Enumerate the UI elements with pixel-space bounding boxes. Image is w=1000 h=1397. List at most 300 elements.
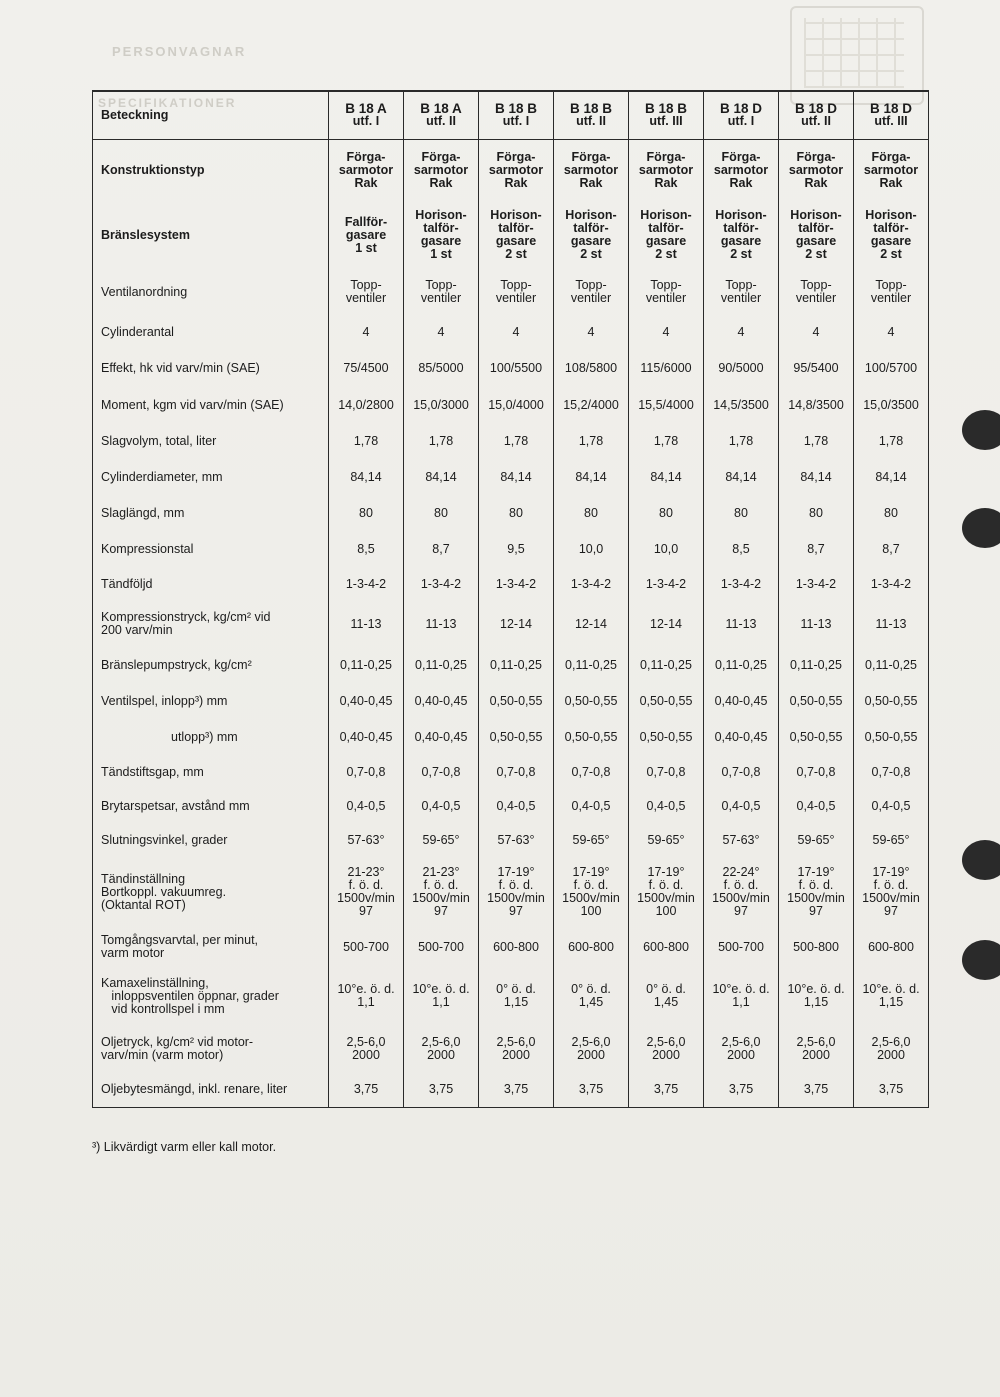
- table-cell: [329, 201, 404, 269]
- cell-line: 4: [887, 324, 895, 339]
- column-header: [554, 91, 629, 139]
- table-cell: [704, 349, 779, 387]
- cell-line: Förga-: [871, 149, 911, 164]
- table-cell: [329, 531, 404, 567]
- column-header: [404, 91, 479, 139]
- table-cell: [704, 269, 779, 315]
- row-label: [93, 567, 329, 601]
- cell-line: 500-800: [793, 939, 839, 954]
- cell-line: 1500v/min: [787, 891, 845, 905]
- cell-line: 0,4-0,5: [571, 798, 611, 813]
- cell-line: 0,7-0,8: [571, 764, 611, 779]
- cell-line: 0,4-0,5: [421, 798, 461, 813]
- table-row: [93, 531, 929, 567]
- cell-line: 0,7-0,8: [346, 764, 386, 779]
- cell-line: 100/5500: [489, 360, 543, 375]
- cell-line: 59-65°: [572, 832, 610, 847]
- cell-line: 500-700: [718, 939, 764, 954]
- row-label: [93, 269, 329, 315]
- table-cell: [779, 823, 854, 857]
- cell-line: 2,5-6,0: [346, 1035, 386, 1049]
- cell-line: 4: [662, 324, 670, 339]
- row-label-line: Bortkoppl. vakuumreg.: [101, 884, 227, 899]
- row-label: [93, 315, 329, 349]
- cell-line: 0,40-0,45: [414, 729, 468, 744]
- table-cell: [854, 967, 929, 1025]
- cell-line: 0,50-0,55: [864, 729, 918, 744]
- cell-line: Topp-: [350, 278, 382, 292]
- cell-line: 12-14: [650, 616, 682, 631]
- table-cell: [479, 967, 554, 1025]
- table-cell: [479, 857, 554, 927]
- table-cell: [629, 1025, 704, 1073]
- cell-line: 2,5-6,0: [871, 1035, 911, 1049]
- cell-line: 108/5800: [564, 360, 618, 375]
- cell-line: 4: [587, 324, 595, 339]
- cell-line: 1500v/min: [412, 891, 470, 905]
- column-model: B 18 A: [345, 101, 387, 117]
- table-cell: [329, 139, 404, 201]
- row-label: [93, 139, 329, 201]
- table-cell: [854, 567, 929, 601]
- cell-line: 80: [509, 505, 523, 520]
- cell-line: 3,75: [653, 1082, 679, 1097]
- table-cell: [329, 647, 404, 683]
- table-row: [93, 201, 929, 269]
- cell-line: 2,5-6,0: [496, 1035, 536, 1049]
- table-cell: [779, 531, 854, 567]
- table-cell: [629, 789, 704, 823]
- table-cell: [404, 967, 479, 1025]
- column-model: B 18 B: [494, 101, 538, 117]
- table-cell: [479, 567, 554, 601]
- table-cell: [629, 139, 704, 201]
- cell-line: Förga-: [646, 149, 686, 164]
- cell-line: sarmotor: [563, 162, 619, 177]
- column-header: [704, 91, 779, 139]
- cell-line: 2 st: [505, 247, 527, 261]
- cell-line: 3,75: [578, 1082, 604, 1097]
- table-row: [93, 269, 929, 315]
- cell-line: 22-24°: [722, 865, 760, 879]
- table-cell: [479, 755, 554, 789]
- table-cell: [479, 601, 554, 647]
- table-cell: [704, 531, 779, 567]
- cell-line: 0,50-0,55: [639, 729, 693, 744]
- cell-line: 17-19°: [572, 865, 610, 879]
- cell-line: 3,75: [353, 1082, 379, 1097]
- table-cell: [704, 315, 779, 349]
- table-cell: [629, 459, 704, 495]
- punch-hole-icon: [962, 508, 1000, 548]
- column-model: B 18 D: [719, 101, 763, 117]
- cell-line: 0,11-0,25: [565, 657, 617, 672]
- cell-line: 1,78: [803, 433, 829, 448]
- cell-line: 0,7-0,8: [871, 764, 911, 779]
- table-cell: [554, 755, 629, 789]
- cell-line: 97: [884, 904, 898, 918]
- table-row: [93, 719, 929, 755]
- cell-line: ventiler: [495, 291, 537, 305]
- table-cell: [329, 1073, 404, 1107]
- cell-line: Rak: [729, 175, 753, 190]
- table-cell: [404, 495, 479, 531]
- table-cell: [479, 1073, 554, 1107]
- cell-line: 2000: [652, 1048, 680, 1062]
- cell-line: 1-3-4-2: [720, 576, 762, 591]
- cell-line: 2,5-6,0: [721, 1035, 761, 1049]
- table-cell: [779, 601, 854, 647]
- cell-line: talför-: [798, 221, 834, 235]
- cell-line: gasare: [495, 234, 537, 248]
- table-cell: [854, 201, 929, 269]
- cell-line: 80: [734, 505, 748, 520]
- cell-line: 2 st: [655, 247, 677, 261]
- row-label-line: utlopp³) mm: [171, 729, 238, 744]
- cell-line: 600-800: [868, 939, 914, 954]
- table-row: [93, 459, 929, 495]
- table-row: [93, 495, 929, 531]
- row-label-line: Kompressionstal: [101, 541, 194, 556]
- table-cell: [329, 387, 404, 423]
- cell-line: 1,78: [728, 433, 754, 448]
- table-cell: [704, 647, 779, 683]
- cell-line: ventiler: [870, 291, 912, 305]
- cell-line: Rak: [654, 175, 678, 190]
- table-cell: [779, 857, 854, 927]
- table-cell: [704, 927, 779, 967]
- table-cell: [629, 1073, 704, 1107]
- row-label-line: Slaglängd, mm: [101, 505, 185, 520]
- row-label-line: Kompressionstryck, kg/cm² vid: [101, 610, 271, 624]
- table-cell: [779, 349, 854, 387]
- cell-line: 80: [659, 505, 673, 520]
- cell-line: Rak: [879, 175, 903, 190]
- cell-line: 97: [734, 904, 748, 918]
- cell-line: f. ö. d.: [798, 878, 834, 892]
- cell-line: 1-3-4-2: [420, 576, 462, 591]
- table-cell: [704, 1073, 779, 1107]
- cell-line: 59-65°: [797, 832, 835, 847]
- cell-line: 1500v/min: [712, 891, 770, 905]
- table-cell: [704, 201, 779, 269]
- cell-line: Förga-: [721, 149, 761, 164]
- cell-line: 0,7-0,8: [496, 764, 536, 779]
- table-cell: [554, 349, 629, 387]
- header-row: [93, 91, 929, 139]
- column-header: [779, 91, 854, 139]
- table-cell: [779, 1025, 854, 1073]
- table-cell: [554, 683, 629, 719]
- cell-line: 8,5: [357, 541, 375, 556]
- cell-line: 10°e. ö. d.: [712, 982, 770, 996]
- cell-line: 84,14: [875, 469, 907, 484]
- table-cell: [404, 789, 479, 823]
- table-cell: [629, 755, 704, 789]
- table-cell: [629, 269, 704, 315]
- cell-line: talför-: [873, 221, 909, 235]
- table-cell: [779, 719, 854, 755]
- row-label-line: Oljetryck, kg/cm² vid motor-: [101, 1035, 254, 1049]
- cell-line: 84,14: [650, 469, 682, 484]
- cell-line: 0,11-0,25: [790, 657, 842, 672]
- cell-line: 1500v/min: [337, 891, 395, 905]
- table-cell: [854, 601, 929, 647]
- cell-line: f. ö. d.: [348, 878, 384, 892]
- cell-line: 2 st: [880, 247, 902, 261]
- cell-line: 80: [884, 505, 898, 520]
- cell-line: 500-700: [418, 939, 464, 954]
- cell-line: 600-800: [643, 939, 689, 954]
- cell-line: 1-3-4-2: [870, 576, 912, 591]
- table-cell: [629, 857, 704, 927]
- cell-line: 0,11-0,25: [640, 657, 692, 672]
- column-model: B 18 B: [569, 101, 613, 117]
- cell-line: 97: [509, 904, 523, 918]
- cell-line: ventiler: [645, 291, 687, 305]
- table-cell: [479, 1025, 554, 1073]
- column-header: [629, 91, 704, 139]
- table-cell: [404, 683, 479, 719]
- cell-line: 0,50-0,55: [564, 729, 618, 744]
- cell-line: Horison-: [490, 208, 542, 222]
- table-cell: [554, 719, 629, 755]
- column-variant: utf. I: [502, 114, 530, 129]
- table-cell: [854, 495, 929, 531]
- cell-line: talför-: [498, 221, 534, 235]
- cell-line: 0,40-0,45: [714, 693, 768, 708]
- cell-line: Topp-: [875, 278, 907, 292]
- table-cell: [404, 755, 479, 789]
- table-cell: [854, 823, 929, 857]
- table-cell: [554, 1073, 629, 1107]
- cell-line: 17-19°: [797, 865, 835, 879]
- cell-line: 57-63°: [497, 832, 535, 847]
- row-label: [93, 201, 329, 269]
- cell-line: 1,1: [732, 995, 750, 1009]
- table-cell: [779, 789, 854, 823]
- cell-line: 3,75: [803, 1082, 829, 1097]
- table-cell: [404, 1025, 479, 1073]
- cell-line: 97: [434, 904, 448, 918]
- cell-line: 8,5: [732, 541, 750, 556]
- cell-line: 84,14: [425, 469, 457, 484]
- row-label: [93, 601, 329, 647]
- table-cell: [704, 423, 779, 459]
- cell-line: 3,75: [503, 1082, 529, 1097]
- cell-line: gasare: [345, 227, 387, 242]
- cell-line: 0,11-0,25: [490, 657, 542, 672]
- table-cell: [704, 755, 779, 789]
- cell-line: 0,4-0,5: [721, 798, 761, 813]
- cell-line: talför-: [423, 221, 459, 235]
- cell-line: 0,7-0,8: [796, 764, 836, 779]
- cell-line: Förga-: [796, 149, 836, 164]
- table-cell: [479, 201, 554, 269]
- cell-line: 1500v/min: [862, 891, 920, 905]
- table-cell: [629, 201, 704, 269]
- row-label: [93, 967, 329, 1025]
- table-cell: [329, 967, 404, 1025]
- cell-line: 15,2/4000: [563, 397, 619, 412]
- row-label-line: Cylinderantal: [101, 324, 174, 339]
- cell-line: 100: [655, 904, 677, 918]
- table-cell: [629, 823, 704, 857]
- table-cell: [629, 423, 704, 459]
- row-label-line: Slutningsvinkel, grader: [101, 832, 228, 847]
- table-cell: [704, 719, 779, 755]
- row-label-line: Moment, kgm vid varv/min (SAE): [101, 397, 284, 412]
- table-cell: [704, 567, 779, 601]
- table-cell: [554, 315, 629, 349]
- cell-line: Topp-: [725, 278, 757, 292]
- cell-line: 0,50-0,55: [789, 693, 843, 708]
- cell-line: 9,5: [507, 541, 525, 556]
- table-cell: [779, 139, 854, 201]
- cell-line: 15,0/3500: [863, 397, 919, 412]
- punch-hole-icon: [962, 410, 1000, 450]
- table-cell: [629, 315, 704, 349]
- table-cell: [779, 567, 854, 601]
- cell-line: 1,78: [428, 433, 454, 448]
- header-label: Beteckning: [93, 91, 329, 139]
- cell-line: 0,40-0,45: [339, 693, 393, 708]
- table-cell: [629, 927, 704, 967]
- cell-line: 0,50-0,55: [564, 693, 618, 708]
- cell-line: gasare: [720, 234, 762, 248]
- cell-line: 1,78: [878, 433, 904, 448]
- row-label-line: varm motor: [101, 946, 165, 960]
- column-header: [479, 91, 554, 139]
- table-cell: [404, 567, 479, 601]
- table-cell: [479, 387, 554, 423]
- cell-line: ventiler: [720, 291, 762, 305]
- cell-line: 21-23°: [422, 865, 460, 879]
- cell-line: 4: [737, 324, 745, 339]
- cell-line: sarmotor: [338, 162, 394, 177]
- cell-line: 500-700: [343, 939, 389, 954]
- row-label-line: Tändföljd: [101, 576, 153, 591]
- table-cell: [629, 601, 704, 647]
- table-cell: [779, 683, 854, 719]
- row-label: [93, 423, 329, 459]
- column-variant: utf. II: [801, 114, 831, 129]
- cell-line: 84,14: [725, 469, 757, 484]
- table-row: [93, 823, 929, 857]
- table-cell: [554, 857, 629, 927]
- specification-table: [92, 90, 929, 1108]
- cell-line: sarmotor: [488, 162, 544, 177]
- table-row: [93, 789, 929, 823]
- table-cell: [554, 139, 629, 201]
- table-cell: [704, 1025, 779, 1073]
- cell-line: 84,14: [800, 469, 832, 484]
- table-cell: [854, 423, 929, 459]
- column-variant: utf. I: [352, 114, 380, 129]
- table-cell: [479, 531, 554, 567]
- table-cell: [479, 927, 554, 967]
- table-cell: [554, 601, 629, 647]
- table-row: [93, 857, 929, 927]
- column-model: B 18 B: [644, 101, 688, 117]
- cell-line: 0,40-0,45: [714, 729, 768, 744]
- table-cell: [404, 423, 479, 459]
- cell-line: 1 st: [355, 240, 377, 255]
- table-cell: [854, 459, 929, 495]
- row-label-line: varv/min (varm motor): [101, 1048, 224, 1062]
- cell-line: talför-: [723, 221, 759, 235]
- cell-line: sarmotor: [788, 162, 844, 177]
- cell-line: Rak: [354, 175, 378, 190]
- table-cell: [854, 531, 929, 567]
- cell-line: 4: [362, 324, 370, 339]
- cell-line: Topp-: [650, 278, 682, 292]
- table-cell: [779, 967, 854, 1025]
- cell-line: 84,14: [350, 469, 382, 484]
- table-cell: [704, 601, 779, 647]
- cell-line: 21-23°: [347, 865, 385, 879]
- table-cell: [779, 269, 854, 315]
- column-variant: utf. II: [576, 114, 606, 129]
- cell-line: 10°e. ö. d.: [787, 982, 845, 996]
- cell-line: 11-13: [875, 616, 907, 631]
- table-cell: [704, 459, 779, 495]
- cell-line: 0,7-0,8: [646, 764, 686, 779]
- row-label: [93, 1073, 329, 1107]
- cell-line: 1-3-4-2: [795, 576, 837, 591]
- cell-line: 11-13: [425, 616, 457, 631]
- ghost-subheader-text: SPECIFIKATIONER: [98, 96, 237, 110]
- table-cell: [779, 387, 854, 423]
- cell-line: 57-63°: [722, 832, 760, 847]
- cell-line: 1,15: [803, 995, 829, 1009]
- row-label-line: Bränslesystem: [101, 227, 190, 242]
- cell-line: 14,5/3500: [713, 397, 769, 412]
- cell-line: 2000: [577, 1048, 605, 1062]
- table-cell: [704, 823, 779, 857]
- table-cell: [779, 495, 854, 531]
- table-row: [93, 601, 929, 647]
- table-cell: [629, 967, 704, 1025]
- cell-line: 1,78: [353, 433, 379, 448]
- cell-line: 0,4-0,5: [871, 798, 911, 813]
- cell-line: 10,0: [653, 541, 679, 556]
- table-cell: [779, 647, 854, 683]
- cell-line: 80: [359, 505, 373, 520]
- cell-line: Topp-: [575, 278, 607, 292]
- cell-line: 4: [437, 324, 445, 339]
- cell-line: 4: [812, 324, 820, 339]
- cell-line: 14,0/2800: [338, 397, 394, 412]
- cell-line: 80: [584, 505, 598, 520]
- punch-hole-icon: [962, 840, 1000, 880]
- table-cell: [404, 823, 479, 857]
- table-cell: [779, 927, 854, 967]
- table-cell: [329, 1025, 404, 1073]
- table-cell: [404, 927, 479, 967]
- cell-line: 4: [512, 324, 520, 339]
- cell-line: f. ö. d.: [723, 878, 759, 892]
- row-label: [93, 1025, 329, 1073]
- table-cell: [404, 315, 479, 349]
- table-cell: [554, 269, 629, 315]
- cell-line: 2000: [727, 1048, 755, 1062]
- cell-line: 85/5000: [418, 360, 464, 375]
- table-cell: [704, 857, 779, 927]
- table-row: [93, 755, 929, 789]
- row-label-line: 200 varv/min: [101, 623, 173, 637]
- cell-line: 2 st: [580, 247, 602, 261]
